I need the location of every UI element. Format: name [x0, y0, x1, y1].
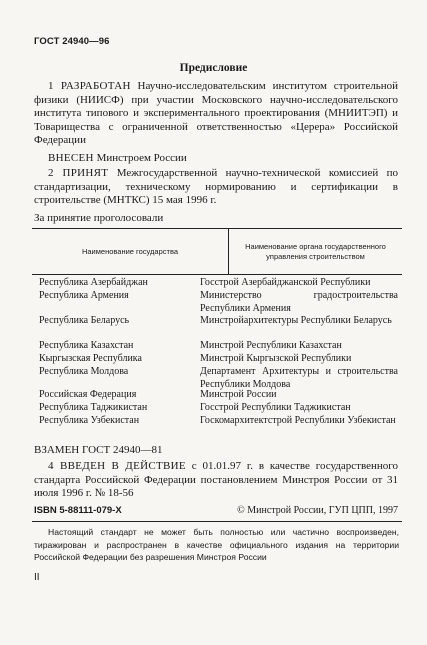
adopted-label: 2 ПРИНЯТ — [48, 167, 109, 179]
org-name: Департамент Архитектуры и строительства Республики Молдова — [200, 366, 398, 390]
reproduction-notice: Настоящий стандарт не может быть полностью или частично воспроизведен, тиражирован и распространен в качестве официального издания на территории Российской Федерации без разрешения Минстроя России — [34, 527, 399, 562]
org-name: Минстрой России — [200, 389, 277, 400]
paragraph-developed — [34, 80, 398, 148]
column-header-state: Наименование государства — [81, 246, 179, 256]
org-name: Минстройархитектуры Республики Беларусь — [200, 315, 392, 326]
state-name: Республика Молдова — [39, 366, 129, 377]
org-name: Госстрой Азербайджанской Республики — [200, 277, 371, 288]
state-name: Республика Армения — [39, 290, 129, 301]
adopted-text: Межгосударственной научно-технической комиссией по стандартизации, техническому нормированию и сертификации в строительстве (МНТКС) 15 мая 1996 г. — [34, 167, 398, 206]
paragraph-replaces: ВЗАМЕН ГОСТ 24940—81 — [34, 444, 163, 456]
developed-text: Научно-исследовательским институтом строительной физики (НИИСФ) при участии Московского научно-исследовательского института типового и экспериментального проектирования (МНИИТЭП) и Товарищества с ограниченной ответственностью «Церера» Российской Федерации — [34, 80, 398, 146]
paragraph-introduced — [34, 152, 398, 166]
isbn: ISBN 5-88111-079-X — [34, 505, 122, 516]
org-name: Министерство градостроительства Республики Армения — [200, 290, 398, 314]
states-table-header — [32, 228, 402, 275]
org-name: Госкомархитектстрой Республики Узбекистан — [200, 415, 396, 426]
paragraph-adopted — [34, 167, 398, 208]
org-name: Госстрой Республики Таджикистан — [200, 402, 351, 413]
standard-code-header: ГОСТ 24940—96 — [34, 36, 110, 47]
voted-caption: За принятие проголосовали — [34, 212, 164, 224]
state-name: Республика Азербайджан — [39, 277, 148, 288]
state-name: Республика Беларусь — [39, 315, 130, 326]
effective-label: 4 ВВЕДЕН В ДЕЙСТВИЕ — [48, 460, 186, 472]
state-name: Кыргызская Республика — [39, 353, 142, 364]
state-name: Республика Казахстан — [39, 340, 134, 351]
state-name: Российская Федерация — [39, 389, 137, 400]
effective-text: с 01.01.97 г. в качестве государственного стандарта Российской Федерации постановлением Минстроя России от 31 июля 1996 г. № 18-56 — [34, 460, 398, 499]
page-number: II — [34, 572, 40, 583]
paragraph-effective — [34, 460, 398, 501]
developed-label: 1 РАЗРАБОТАН — [48, 80, 131, 92]
state-name: Республика Таджикистан — [39, 402, 148, 413]
org-name: Минстрой Республики Казахстан — [200, 340, 342, 351]
introduced-text: Минстроем России — [93, 152, 187, 164]
column-header-org: Наименование органа государственного управления строительством — [245, 241, 386, 261]
horizontal-rule — [32, 521, 402, 522]
introduced-label: ВНЕСЕН — [48, 152, 94, 164]
state-name: Республика Узбекистан — [39, 415, 140, 426]
org-name: Минстрой Кыргызской Республики — [200, 353, 352, 364]
copyright: © Минстрой России, ГУП ЦПП, 1997 — [237, 505, 398, 516]
page-title: Предисловие — [179, 62, 248, 74]
